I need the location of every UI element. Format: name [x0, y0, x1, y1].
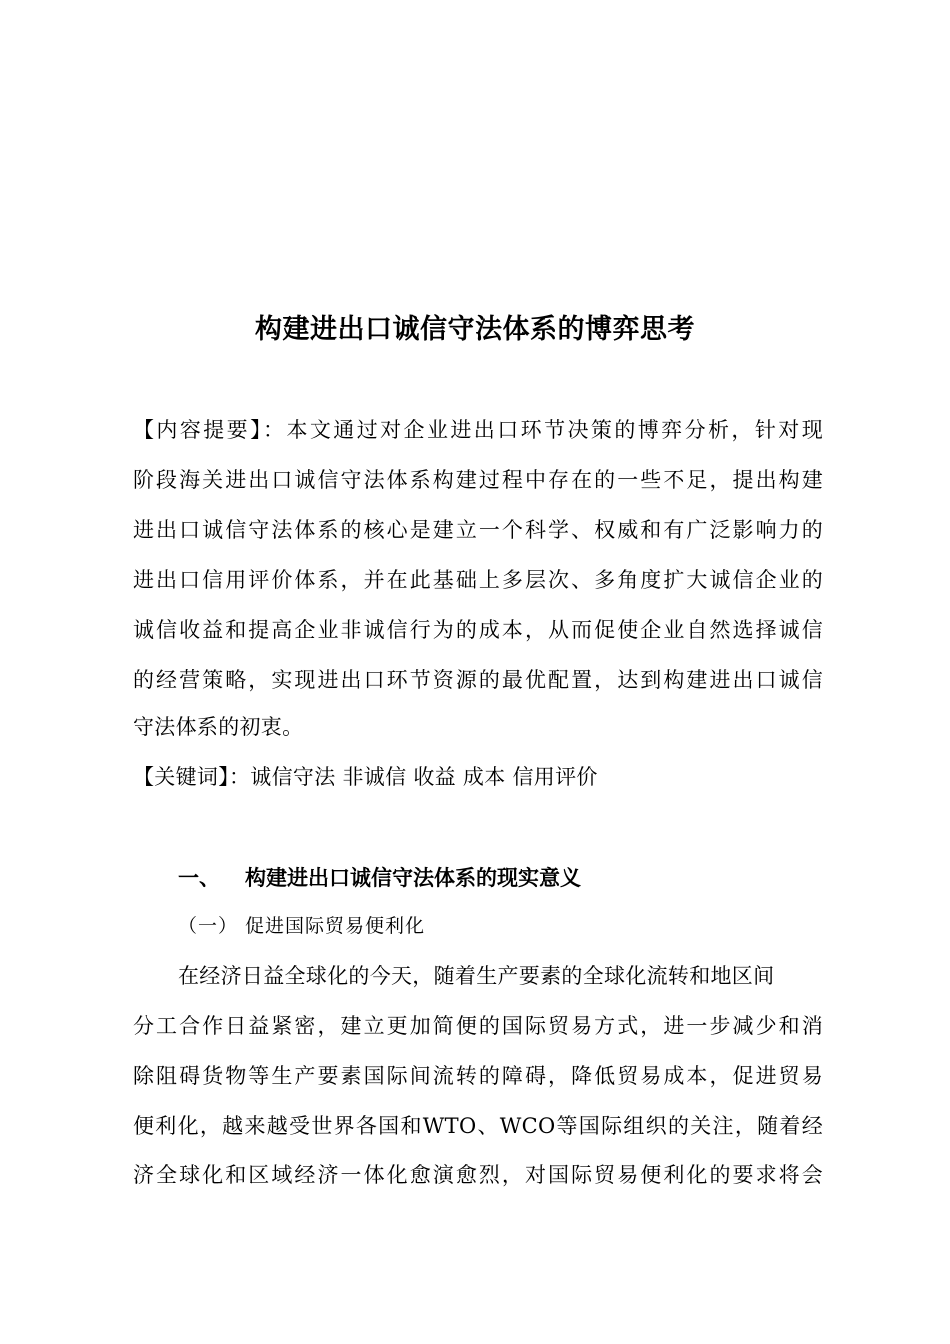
- abstract-line: 阶段海关进出口诚信守法体系构建过程中存在的一些不足，提出构建: [133, 468, 823, 492]
- keywords-line: 【关键词】：诚信守法 非诚信 收益 成本 信用评价: [133, 765, 598, 789]
- subsection-heading: 促进国际贸易便利化: [245, 915, 426, 937]
- abstract-line: 的经营策略，实现进出口环节资源的最优配置，达到构建进出口诚信: [133, 668, 823, 692]
- body-line: 便利化，越来越受世界各国和WTO、WCO等国际组织的关注，随着经: [133, 1114, 823, 1138]
- abstract-line: 进出口信用评价体系，并在此基础上多层次、多角度扩大诚信企业的: [133, 568, 823, 592]
- subsection-number: （一）: [178, 915, 239, 937]
- abstract-line: 进出口诚信守法体系的核心是建立一个科学、权威和有广泛影响力的: [133, 518, 823, 542]
- abstract-line: 守法体系的初衷。: [133, 715, 304, 739]
- body-line: 除阻碍货物等生产要素国际间流转的障碍，降低贸易成本，促进贸易: [133, 1064, 823, 1088]
- body-line: 济全球化和区域经济一体化愈演愈烈，对国际贸易便利化的要求将会: [133, 1163, 823, 1187]
- body-line: 分工合作日益紧密，建立更加简便的国际贸易方式，进一步减少和消: [133, 1014, 823, 1038]
- abstract-line: 诚信收益和提高企业非诚信行为的成本，从而促使企业自然选择诚信: [133, 618, 823, 642]
- section-heading: 构建进出口诚信守法体系的现实意义: [245, 866, 581, 890]
- body-line: 在经济日益全球化的今天，随着生产要素的全球化流转和地区间: [178, 964, 775, 988]
- abstract-line: 【内容提要】：本文通过对企业进出口环节决策的博弈分析，针对现: [133, 418, 823, 442]
- section-number: 一、: [178, 866, 220, 890]
- document-title: 构建进出口诚信守法体系的博弈思考: [255, 314, 695, 345]
